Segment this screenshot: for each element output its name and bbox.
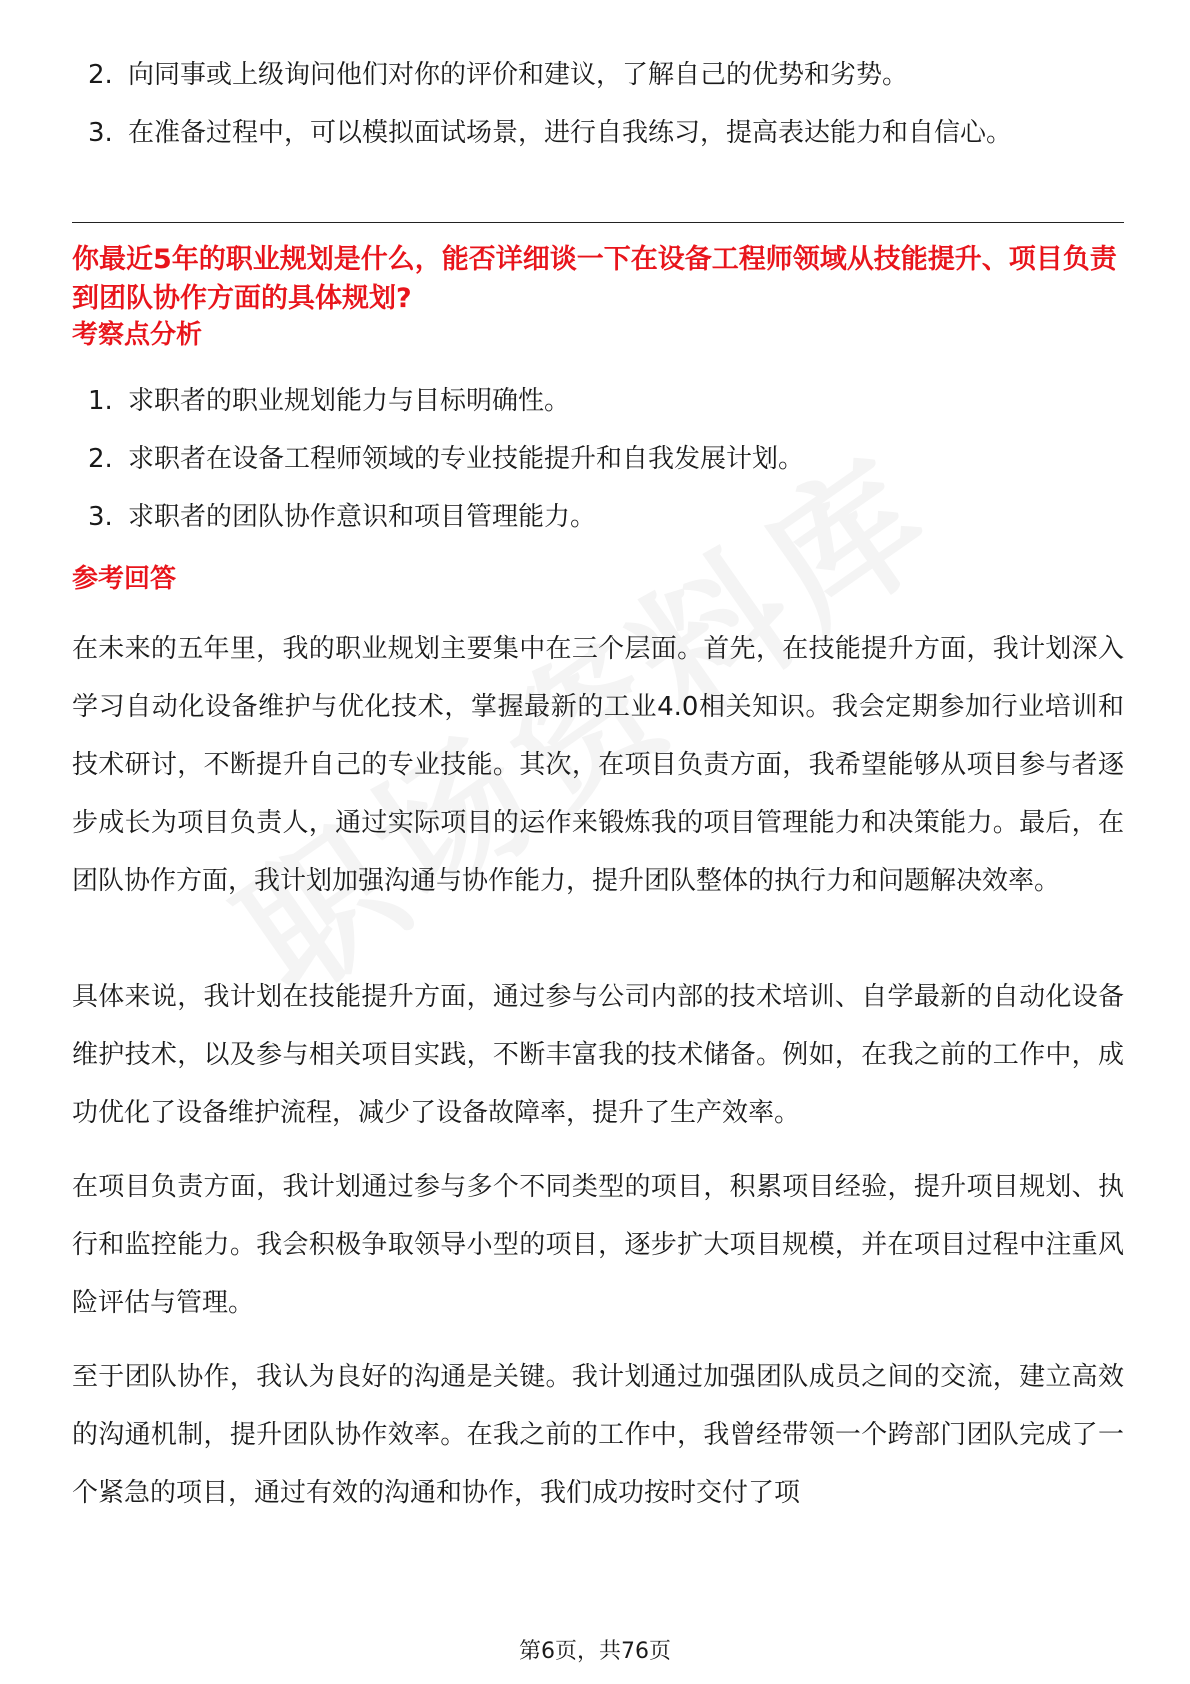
- list-number: 1.: [88, 386, 113, 416]
- list-number: 3.: [88, 118, 113, 148]
- answer-heading: 参考回答: [72, 564, 177, 594]
- list-number: 3.: [88, 502, 113, 532]
- section-divider: [72, 222, 1124, 223]
- list-item: [88, 104, 1012, 162]
- analysis-list: [88, 372, 804, 546]
- list-item: [88, 488, 804, 546]
- answer-paragraph: 在项目负责方面，我计划通过参与多个不同类型的项目，积累项目经验，提升项目规划、执行和监控能力。我会积极争取领导小型的项目，逐步扩大项目规模，并在项目过程中注重风险评估与管理。: [72, 1172, 1124, 1318]
- answer-paragraph: 在未来的五年里，我的职业规划主要集中在三个层面。首先，在技能提升方面，我计划深入学习自动化设备维护与优化技术，掌握最新的工业4.0相关知识。我会定期参加行业培训和技术研讨，不断提升自己的专业技能。其次，在项目负责方面，我希望能够从项目参与者逐步成长为项目负责人，通过实际项目的运作来锻炼我的项目管理能力和决策能力。最后，在团队协作方面，我计划加强沟通与协作能力，提升团队整体的执行力和问题解决效率。: [72, 634, 1124, 896]
- answer-paragraph: 至于团队协作，我认为良好的沟通是关键。我计划通过加强团队成员之间的交流，建立高效的沟通机制，提升团队协作效率。在我之前的工作中，我曾经带领一个跨部门团队完成了一个紧急的项目，通过有效的沟通和协作，我们成功按时交付了项: [72, 1362, 1124, 1508]
- list-text: 求职者的职业规划能力与目标明确性。: [128, 386, 571, 416]
- list-item: [88, 372, 804, 430]
- list-text: 在准备过程中，可以模拟面试场景，进行自我练习，提高表达能力和自信心。: [128, 118, 1013, 148]
- list-item: [88, 46, 1012, 104]
- question-heading: 你最近5年的职业规划是什么，能否详细谈一下在设备工程师领域从技能提升、项目负责到团队协作方面的具体规划?: [72, 244, 1117, 314]
- list-number: 2.: [88, 444, 113, 474]
- list-number: 2.: [88, 60, 113, 90]
- top-list: [88, 46, 1012, 162]
- answer-paragraph: 具体来说，我计划在技能提升方面，通过参与公司内部的技术培训、自学最新的自动化设备维护技术，以及参与相关项目实践，不断丰富我的技术储备。例如，在我之前的工作中，成功优化了设备维护流程，减少了设备故障率，提升了生产效率。: [72, 982, 1124, 1128]
- list-item: [88, 430, 804, 488]
- list-text: 向同事或上级询问他们对你的评价和建议，了解自己的优势和劣势。: [128, 60, 909, 90]
- page-footer: 第6页，共76页: [519, 1639, 671, 1664]
- analysis-heading: 考察点分析: [72, 320, 203, 350]
- list-text: 求职者的团队协作意识和项目管理能力。: [128, 502, 597, 532]
- list-text: 求职者在设备工程师领域的专业技能提升和自我发展计划。: [128, 444, 805, 474]
